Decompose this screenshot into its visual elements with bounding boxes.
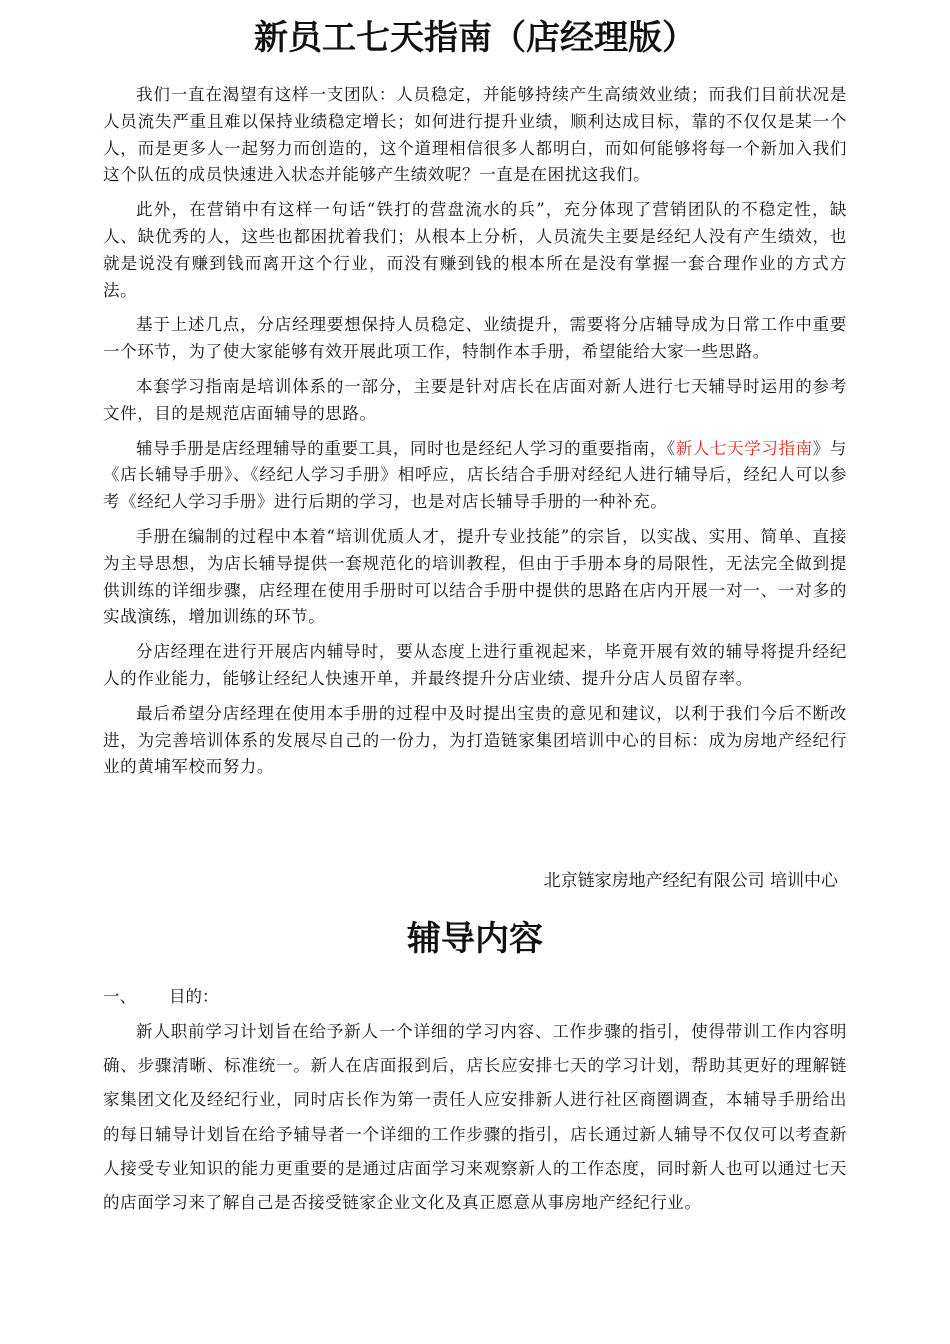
- handbook-paragraph-end: 》与《店长辅导手册》、《经纪人学习手册》相呼应，店长结合手册对经纪人进行辅导后，经纪人可以参考《经纪人学习手册》进行后期的学习，也是对店长辅导手册的一种补充。: [103, 438, 848, 512]
- intro-paragraph-2: 此外，在营销中有这样一句话“铁打的营盘流水的兵”，充分体现了营销团队的不稳定性，缺人、缺优秀的人，这些也都困扰着我们；从根本上分析，人员流失主要是经纪人没有产生绩效，也就是说没有赚到钱而离开这个行业，而没有赚到钱的根本所在是没有掌握一套合理作业的方式方法。: [103, 200, 847, 300]
- intro-paragraph-1: 我们一直在渴望有这样一支团队：人员稳定，并能够持续产生高绩效业绩；而我们目前状况是人员流失严重且难以保持业绩稳定增长；如何进行提升业绩，顺利达成目标，靠的不仅仅是某一个人，而是更多人一起努力而创造的，这个道理相信很多人都明白，而如何能够将每一个新加入我们这个队伍的成员快速进入状态并能够产生绩效呢？一直是在困扰这我们。: [103, 85, 847, 185]
- intro-paragraph-3: 基于上述几点，分店经理要想保持人员稳定、业绩提升，需要将分店辅导成为日常工作中重要一个环节，为了使大家能够有效开展此项工作，特制作本手册，希望能给大家一些思路。: [103, 315, 847, 362]
- closing-paragraph-1: 手册在编制的过程中本着“培训优质人才，提升专业技能”的宗旨，以实战、实用、简单、直接为主导思想，为店长辅导提供一套规范化的培训教程，但由于手册本身的局限性，无法完全做到提供训练的详细步骤，店经理在使用手册时可以结合手册中提供的思路在店内开展一对一、一对多的实战演练，增加训练的环节。: [103, 526, 847, 627]
- signature-line: 北京链家房地产经纪有限公司 培训中心: [543, 871, 838, 891]
- handbook-paragraph: [103, 436, 847, 516]
- section-title: 辅导内容: [407, 919, 543, 959]
- section-body: 新人职前学习计划旨在给予新人一个详细的学习内容、工作步骤的指引，使得带训工作内容明确、步骤清晰、标准统一。新人在店面报到后，店长应安排七天的学习计划，帮助其更好的理解链家集团文化及经纪行业，同时店长作为第一责任人应安排新人进行社区商圈调查，本辅导手册给出的每日辅导计划旨在给予辅导者一个详细的工作步骤的指引，店长通过新人辅导不仅仅可以考查新人接受专业知识的能力更重要的是通过店面学习来观察新人的工作态度，同时新人也可以通过七天的店面学习来了解自己是否接受链家企业文化及真正愿意从事房地产经纪行业。: [103, 1022, 847, 1213]
- section-heading: [103, 984, 219, 1010]
- handbook-paragraph-start: 辅导手册是店经理辅导的重要工具，同时也是经纪人学习的重要指南，《: [136, 438, 676, 458]
- closing-paragraph-3: 最后希望分店经理在使用本手册的过程中及时提出宝贵的意见和建议，以利于我们今后不断改进，为完善培训体系的发展尽自己的一份力，为打造链家集团培训中心的目标：成为房地产经纪行业的黄埔军校而努力。: [103, 703, 847, 777]
- closing-paragraph-2: 分店经理在进行开展店内辅导时，要从态度上进行重视起来，毕竟开展有效的辅导将提升经纪人的作业能力，能够让经纪人快速开单，并最终提升分店业绩、提升分店人员留存率。: [103, 642, 847, 688]
- section-heading-number: 一、: [103, 987, 136, 1006]
- intro-paragraph-4: 本套学习指南是培训体系的一部分，主要是针对店长在店面对新人进行七天辅导时运用的参考文件，目的是规范店面辅导的思路。: [103, 376, 847, 423]
- document-title: 新员工七天指南（店经理版）: [254, 18, 696, 58]
- intro-section: [103, 82, 847, 789]
- highlighted-guide-title: 新人七天学习指南: [675, 438, 813, 458]
- section-heading-label: 目的：: [169, 987, 219, 1006]
